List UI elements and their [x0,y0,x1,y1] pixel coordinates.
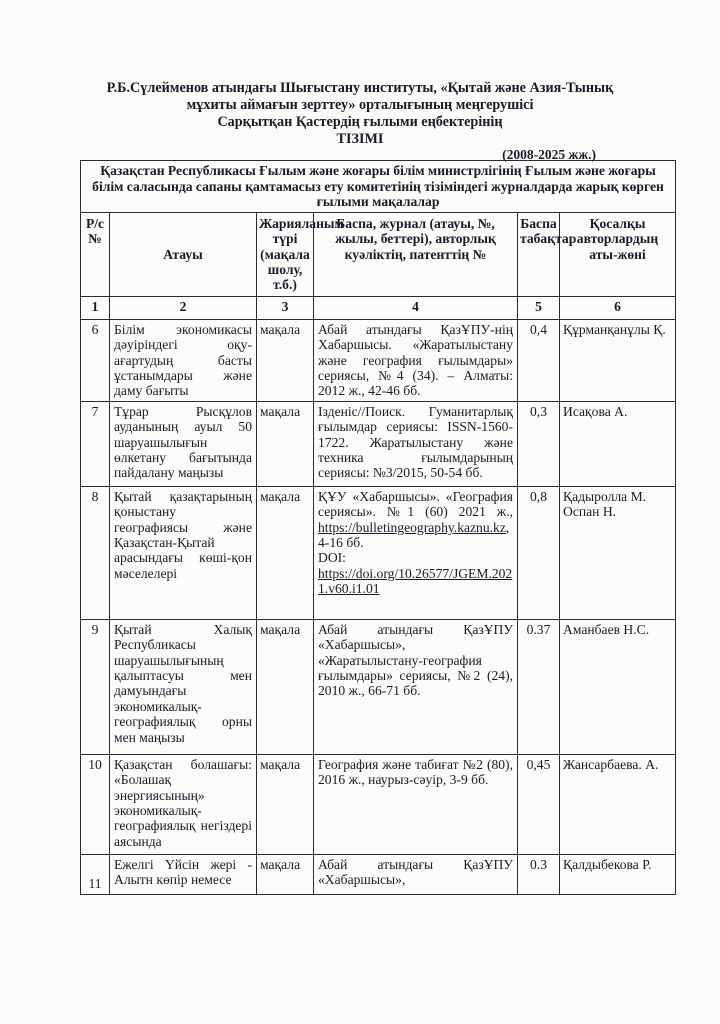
row-title: Білім экономикасы дәуіріндегі оқу-ағартудың басты ұстанымдары және даму бағыты [110,319,257,401]
column-number: 4 [314,296,518,319]
row-coauthors: Жансарбаева. А. [560,754,676,854]
row-number: 8 [81,486,110,619]
doi-label: DOI: [318,550,346,566]
row-publication: Абай атындағы ҚазҰПУ-нің Хабаршысы. «Жаратылыстану және география ғылымдары» сериясы, №4 (34). – Алматы: 2012 ж., 42-46 бб. [314,319,518,401]
publication-pages: , 4-16 бб. [318,519,510,551]
row-coauthors: Құрманқанұлы Қ. [560,319,676,401]
col-header-title: Атауы [110,212,257,296]
table-row [81,754,676,854]
row-volume: 0.3 [518,854,560,894]
column-number: 1 [81,296,110,319]
row-type: мақала [257,486,314,619]
row-title: Ежелгі Үйсін жері - Алытн көпір немесе [110,854,257,894]
row-coauthors: Аманбаев Н.С. [560,619,676,754]
doi-link[interactable]: https://doi.org/10.26577/JGEM.2021.v60.i1.01 [318,565,513,597]
table-banner: Қазақстан Республикасы Ғылым және жоғары білім министрлігінің Ғылым және жоғары білім саласында сапаны қамтамасыз ету комитетінің тізіміндегі журналдарда жарық көрген ғылыми мақалалар [81,161,676,213]
row-number: 7 [81,401,110,486]
column-number: 3 [257,296,314,319]
row-type: мақала [257,401,314,486]
row-number: 9 [81,619,110,754]
row-title: Қытай Халық Республикасы шаруашылығының қалыптасуы мен дамуындағы экономикалық-географиялық орны мен маңызы [110,619,257,754]
row-number: 10 [81,754,110,854]
column-number: 2 [110,296,257,319]
table-row [81,401,676,486]
col-header-publication: Баспа, журнал (атауы, №, жылы, беттері), авторлық куәліктің, патенттің № [314,212,518,296]
col-header-coauthors: Қосалқы авторлардың аты-жөні [560,212,676,296]
coauthor-name: Оспан Н. [563,504,617,520]
table-row [81,619,676,754]
row-type: мақала [257,619,314,754]
publications-table [80,160,676,895]
row-title: Қытай қазақтарының қоныстану географиясы және Қазақстан-Қытай арасындағы көші-қон мәселелері [110,486,257,619]
period-label: (2008-2025 жж.) [502,147,596,162]
coauthor-name: Қадыролла М. [563,488,647,504]
row-publication: Абай атындағы ҚазҰПУ «Хабаршысы», «Жаратылыстану-география ғылымдары» сериясы, №2 (24), 2010 ж., 66-71 бб. [314,619,518,754]
row-number: 6 [81,319,110,401]
row-publication: Абай атындағы ҚазҰПУ «Хабаршысы», [314,854,518,894]
column-number: 5 [518,296,560,319]
row-title: Тұрар Рысқұлов ауданының ауыл 50 шаруашылығын өлкетану бағытында пайдалану маңызы [110,401,257,486]
col-header-type: Жарияланым түрі (мақала шолу, т.б.) [257,212,314,296]
row-title: Қазақстан болашағы: «Болашақ энергиясының» экономикалық-географиялық негіздері аясында [110,754,257,854]
row-publication [314,486,518,619]
row-volume: 0,4 [518,319,560,401]
document-title: ТІЗІМІ [336,131,384,147]
row-number: 11 [81,854,110,894]
header-line-1: Р.Б.Сүлейменов атындағы Шығыстану институты, «Қытай және Азия-Тынық [106,80,614,96]
row-coauthors: Қалдыбекова Р. [560,854,676,894]
bulletin-link[interactable]: https://bulletingeography.kaznu.kz [318,519,506,535]
document-header [60,80,660,148]
row-publication: Ізденіс//Поиск. Гуманитарлық ғылымдар сериясы: ISSN-1560-1722. Жаратылыстану және техника ғылымдарының сериясы: №3/2015, 50-54 бб. [314,401,518,486]
table-row [81,854,676,894]
row-coauthors [560,486,676,619]
row-coauthors: Исақова А. [560,401,676,486]
table-header-row [81,212,676,296]
table-banner-row [81,161,676,213]
header-line-3: Сарқытқан Қастердің ғылыми еңбектерінің [217,114,503,130]
table-row [81,486,676,619]
row-volume: 0.37 [518,619,560,754]
table-row [81,319,676,401]
row-volume: 0,3 [518,401,560,486]
row-publication: География және табиғат №2 (80), 2016 ж., наурыз-сәуір, 3-9 бб. [314,754,518,854]
column-number-row [81,296,676,319]
row-volume: 0,45 [518,754,560,854]
column-number: 6 [560,296,676,319]
row-type: мақала [257,319,314,401]
publication-text: ҚҰУ «Хабаршысы». «География сериясы». №1 (60) 2021 ж., [318,488,513,520]
row-volume: 0,8 [518,486,560,619]
row-type: мақала [257,754,314,854]
col-header-number: Р/с № [81,212,110,296]
header-line-2: мұхиты аймағын зерттеу» орталығының меңгерушісі [186,97,534,113]
col-header-volume: Баспа табақтар [518,212,560,296]
row-type: мақала [257,854,314,894]
